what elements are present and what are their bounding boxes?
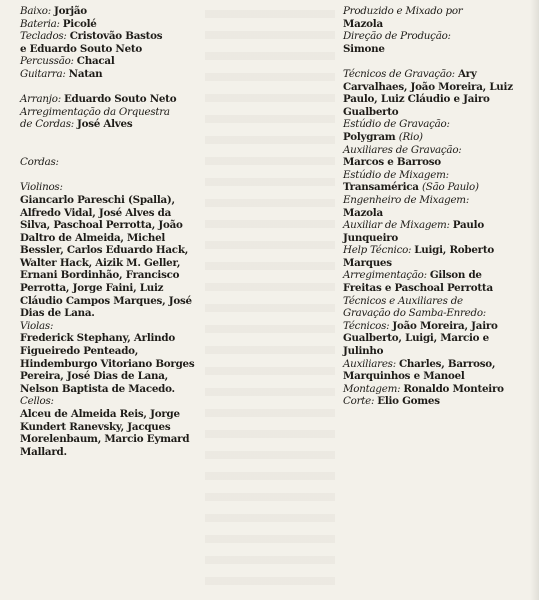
credit-line — [343, 383, 538, 396]
credit-line — [20, 282, 320, 295]
credit-line — [343, 320, 538, 333]
credit-line — [20, 345, 320, 358]
credit-name: Walter Hack, Aizik M. Geller, — [20, 256, 181, 269]
credit-label: Arranjo: — [20, 93, 64, 106]
credit-line — [20, 320, 320, 333]
credit-name: Marquinhos e Manoel — [343, 370, 465, 383]
credit-name: Luigi, Roberto — [414, 244, 494, 257]
credit-label: Montagem: — [343, 382, 404, 395]
credit-name: Dias de Lana. — [20, 307, 95, 320]
credit-name: Polygram — [343, 130, 399, 143]
credit-line — [343, 131, 538, 144]
credit-label: Estúdio de Gravação: — [343, 118, 450, 131]
credit-label: Bateria: — [20, 17, 63, 30]
credit-line — [343, 395, 538, 408]
credit-name: Freitas e Paschoal Perrotta — [343, 282, 493, 295]
credit-name: Kundert Ranevsky, Jacques — [20, 420, 171, 433]
credit-name: Morelenbaum, Marcio Eymard — [20, 433, 190, 446]
credit-line — [343, 118, 538, 131]
credit-line — [343, 295, 538, 308]
credit-line — [20, 307, 320, 320]
credit-name: Alfredo Vidal, José Alves da — [20, 206, 171, 219]
credit-label: Violas: — [20, 319, 54, 332]
credit-line — [20, 395, 320, 408]
credit-name: Picolé — [62, 17, 97, 30]
credit-label: Arregimentação da Orquestra — [20, 105, 170, 118]
credit-line — [20, 93, 320, 106]
credit-line — [343, 345, 538, 358]
credit-line — [343, 194, 538, 207]
credit-name: Frederick Stephany, Arlindo — [20, 332, 175, 345]
credit-line — [20, 332, 320, 345]
credit-name: Eduardo Souto Neto — [63, 93, 177, 106]
credit-label: de Cordas: — [20, 118, 77, 131]
credit-label: Técnicos de Gravação: — [343, 67, 458, 80]
credit-label: Cordas: — [20, 156, 59, 169]
credit-line — [20, 408, 320, 421]
credit-label: Gravação do Samba-Enredo: — [343, 307, 487, 320]
credit-name: Charles, Barroso, — [398, 357, 496, 370]
credit-label: Corte: — [343, 395, 378, 408]
credit-label: (São Paulo) — [422, 181, 479, 194]
credit-label: Engenheiro de Mixagem: — [343, 193, 470, 206]
credit-name: Gualberto — [343, 105, 399, 118]
credit-label: Arregimentação: — [343, 269, 430, 282]
credit-line — [20, 358, 320, 371]
credit-label: Produzido e Mixado por — [343, 5, 463, 17]
credit-line — [343, 18, 538, 31]
credit-name: Nelson Baptista de Macedo. — [20, 382, 175, 395]
credit-label: Help Técnico: — [343, 244, 415, 257]
credit-line — [20, 295, 320, 308]
credit-line — [343, 307, 538, 320]
credit-name: Junqueiro — [343, 231, 399, 244]
page-edge-shadow — [530, 0, 539, 600]
credit-name: Mazola — [343, 17, 383, 30]
credit-line — [20, 244, 320, 257]
credit-label: Auxiliar de Mixagem: — [343, 219, 453, 232]
credit-line — [20, 106, 320, 119]
credit-line — [20, 18, 320, 31]
credit-line — [343, 269, 538, 282]
credit-line — [20, 55, 320, 68]
credit-line — [343, 219, 538, 232]
credit-name: José Alves — [76, 118, 133, 131]
credit-line — [343, 144, 538, 157]
credit-line — [20, 421, 320, 434]
credit-label: Percussão: — [20, 55, 77, 68]
credit-line — [343, 358, 538, 371]
credit-line — [20, 269, 320, 282]
credit-line — [20, 433, 320, 446]
credit-name: Chacal — [76, 55, 115, 68]
credit-name: Ronaldo Monteiro — [403, 382, 504, 395]
credit-line — [20, 232, 320, 245]
credit-line — [343, 370, 538, 383]
credit-line — [20, 194, 320, 207]
credit-name: Mallard. — [20, 445, 67, 458]
credit-label: Direção de Produção: — [343, 30, 451, 43]
credit-name: Perrotta, Jorge Faini, Luiz — [20, 282, 164, 295]
credit-label: Estúdio de Mixagem: — [343, 168, 449, 181]
credit-name: Elio Gomes — [377, 395, 440, 408]
credit-name: Simone — [343, 42, 385, 55]
credit-label: Baixo: — [20, 5, 54, 17]
credit-line — [343, 43, 538, 56]
credit-name: Marcos e Barroso — [343, 156, 441, 169]
credit-line — [20, 5, 320, 18]
credit-name: João Moreira, Jairo — [392, 319, 498, 332]
credit-label: Cellos: — [20, 395, 54, 408]
credit-line — [20, 383, 320, 396]
credit-line — [343, 244, 538, 257]
credit-name: Pereira, José Dias de Lana, — [20, 370, 168, 383]
credit-name: Paulo, Luiz Cláudio e Jairo — [343, 93, 490, 106]
credit-line — [20, 219, 320, 232]
credit-label: Violinos: — [20, 181, 63, 194]
credit-label: Auxiliares: — [343, 357, 399, 370]
credit-name: Paulo — [452, 219, 484, 232]
credit-line — [20, 118, 320, 131]
credit-line — [343, 169, 538, 182]
credit-name: Alceu de Almeida Reis, Jorge — [20, 408, 180, 420]
credit-name: Gualberto, Luigi, Marcio e — [343, 332, 489, 345]
credit-line — [343, 282, 538, 295]
credit-name: Ary — [457, 67, 477, 80]
credit-line — [343, 68, 538, 81]
credit-label: Técnicos: — [343, 319, 393, 332]
credit-line — [343, 30, 538, 43]
credit-line — [343, 106, 538, 119]
credit-name: Jorjão — [54, 5, 87, 17]
credit-line — [20, 156, 320, 169]
credit-name: Gilson de — [429, 269, 482, 282]
credit-line — [20, 43, 320, 56]
credit-label: (Rio) — [398, 130, 423, 143]
credit-line — [20, 131, 320, 144]
credit-line — [343, 332, 538, 345]
credit-label: Guitarra: — [20, 67, 69, 80]
credit-name: Cristovão Bastos — [69, 30, 163, 43]
credit-name: Hindemburgo Vitoriano Borges — [20, 357, 195, 370]
credit-line — [343, 81, 538, 94]
credit-name: Ernani Bordinhão, Francisco — [20, 269, 180, 282]
credit-name: Giancarlo Pareschi (Spalla), — [20, 193, 175, 206]
credit-line — [343, 5, 538, 18]
credit-line — [20, 169, 320, 182]
credits-left-column — [20, 5, 320, 458]
credit-line — [20, 181, 320, 194]
credit-name: Transamérica — [343, 181, 423, 194]
credit-line — [343, 55, 538, 68]
credit-line — [343, 257, 538, 270]
credit-line — [343, 156, 538, 169]
credit-label: Teclados: — [20, 30, 70, 43]
credit-line — [20, 81, 320, 94]
credit-line — [20, 370, 320, 383]
credit-line — [20, 68, 320, 81]
credit-name: Natan — [68, 67, 103, 80]
credit-name: Mazola — [343, 206, 383, 219]
credit-name: Cláudio Campos Marques, José — [20, 294, 192, 307]
credit-line — [343, 181, 538, 194]
credit-line — [343, 207, 538, 220]
credit-name: e Eduardo Souto Neto — [20, 42, 143, 55]
credits-right-column — [343, 5, 538, 408]
credit-label: Auxiliares de Gravação: — [343, 143, 462, 156]
credit-line — [20, 446, 320, 459]
credit-name: Silva, Paschoal Perrotta, João — [20, 219, 183, 232]
credit-label: Técnicos e Auxiliares de — [343, 294, 463, 307]
credit-line — [343, 93, 538, 106]
credit-line — [343, 232, 538, 245]
credit-name: Julinho — [343, 345, 384, 358]
credit-name: Marques — [343, 256, 392, 269]
credit-name: Carvalhaes, João Moreira, Luiz — [343, 80, 513, 93]
credit-name: Bessler, Carlos Eduardo Hack, — [20, 244, 189, 257]
credit-line — [20, 257, 320, 270]
credit-line — [20, 207, 320, 220]
credit-line — [20, 144, 320, 157]
credit-name: Figueiredo Penteado, — [20, 345, 139, 358]
credit-line — [20, 30, 320, 43]
credit-name: Daltro de Almeida, Michel — [20, 231, 166, 244]
